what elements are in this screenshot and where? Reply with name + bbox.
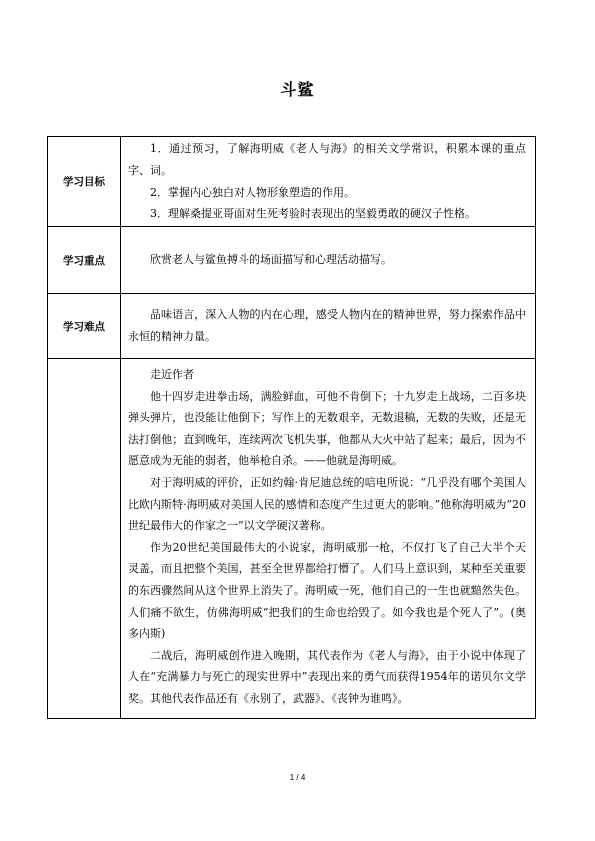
document-title: 斗鲨 bbox=[280, 80, 315, 99]
paragraph: 作为20世纪美国最伟大的小说家，海明威那一枪，不仅打飞了自己大半个天灵盖，而且把整个美国，甚至全世界都给打懵了。人们马上意识到，某种至关重要的东西骤然间从这个世界上消失了。海明威一死，他们自己的一生也就黯然失色。人们痛不欲生，仿佛海明威“把我们的生命也给毁了。如今我也是个死人了”。(奥多内斯) bbox=[128, 540, 526, 641]
paragraph: 他十四岁走进拳击场，满脸鲜血，可他不肯倒下；十九岁走上战场，二百多块弹头弹片，也没能让他倒下；写作上的无数艰辛，无数退稿，无数的失败，还是无法打倒他；直到晚年，连续两次飞机失事，他都从大火中站了起来；最后，因为不愿意成为无能的弱者，他举枪自杀。——他就是海明威。 bbox=[128, 389, 526, 468]
row-content bbox=[121, 137, 536, 227]
row-label: 学习重点 bbox=[48, 227, 121, 294]
paragraph: 二战后，海明威创作进入晚期，其代表作为《老人与海》，由于小说中体现了人在“充满暴力与死亡的现实世界中”表现出来的勇气而获得1954年的诺贝尔文学奖。其他代表作品还有《永别了，武器》、《丧钟为谁鸣》。 bbox=[128, 648, 526, 705]
row-content bbox=[121, 227, 536, 294]
table-row bbox=[48, 294, 536, 359]
paragraph: 3．理解桑提亚哥面对生死考验时表现出的坚毅勇敢的硬汉子性格。 bbox=[150, 207, 476, 221]
table-row bbox=[48, 359, 536, 719]
paragraph: 1．通过预习，了解海明威《老人与海》的相关文学常识，积累本课的重点字、词。 bbox=[128, 142, 526, 177]
table-row bbox=[48, 137, 536, 227]
table-row bbox=[48, 227, 536, 294]
row-label: 学习难点 bbox=[48, 294, 121, 359]
row-label: 学习目标 bbox=[48, 137, 121, 227]
paragraph: 欣赏老人与鲨鱼搏斗的场面描写和心理活动描写。 bbox=[150, 253, 392, 267]
paragraph: 品味语言，深入人物的内在心理，感受人物内在的精神世界，努力探索作品中永恒的精神力量。 bbox=[128, 308, 526, 343]
lesson-plan-table bbox=[47, 136, 536, 719]
row-content bbox=[121, 359, 536, 719]
paragraph: 对于海明威的评价，正如约翰·肯尼迪总统的唁电所说：“几乎没有哪个美国人比欧内斯特·海明威对美国人民的感情和态度产生过更大的影响。”他称海明威为“20世纪最伟大的作家之一”以文学硬汉著称。 bbox=[128, 475, 526, 533]
row-label bbox=[48, 359, 121, 719]
paragraph: 走近作者 bbox=[150, 368, 194, 381]
page-number: 1 / 4 bbox=[289, 773, 306, 782]
paragraph: 2．掌握内心独白对人物形象塑造的作用。 bbox=[150, 185, 355, 199]
row-content bbox=[121, 294, 536, 359]
